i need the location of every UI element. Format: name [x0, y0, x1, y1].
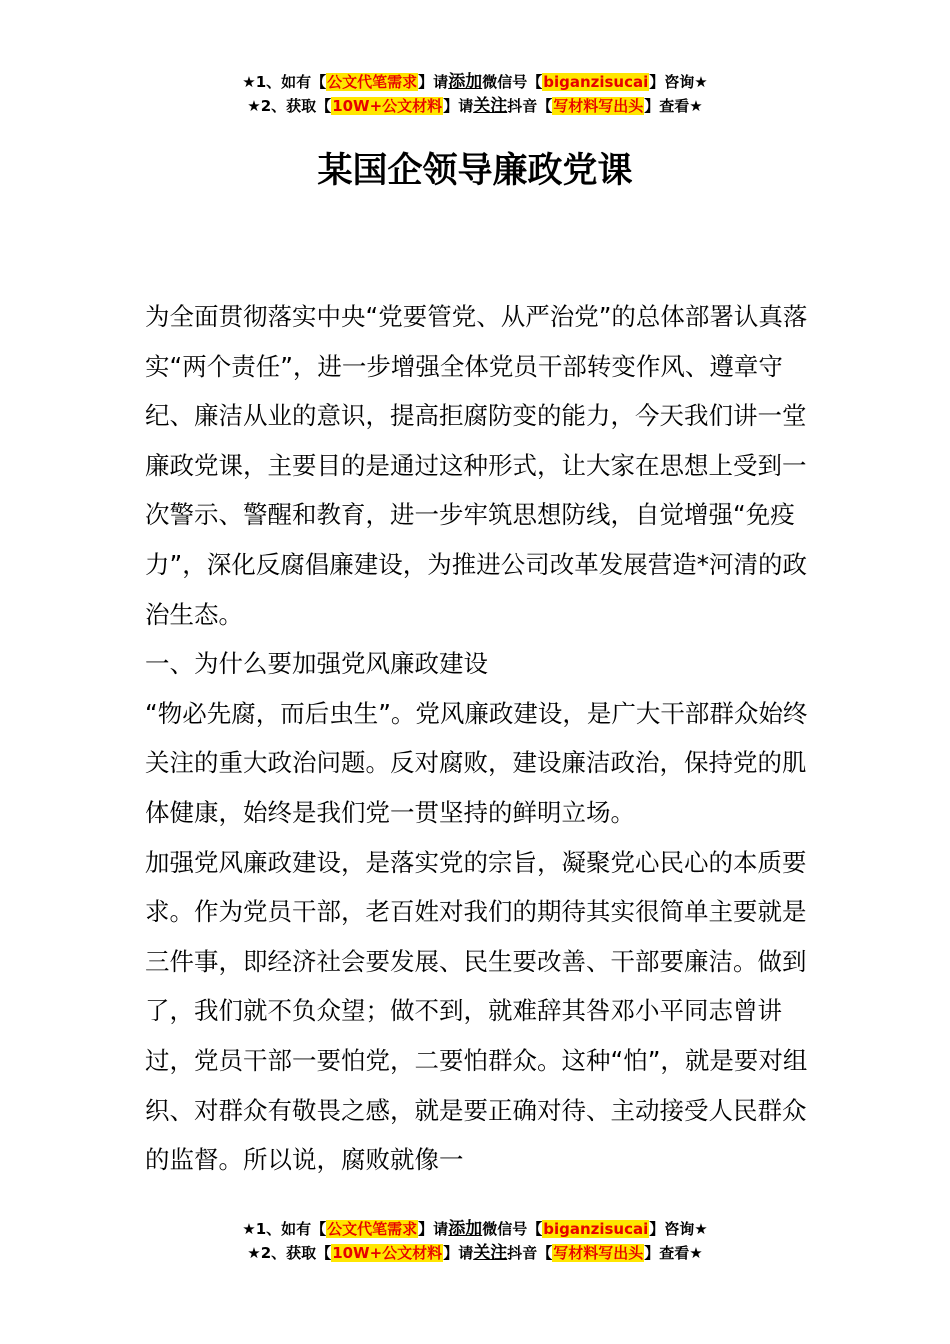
- underlined-follow: 关注: [473, 96, 508, 116]
- banner-text: 】查看★: [644, 97, 703, 115]
- underlined-add: 添加: [448, 72, 483, 92]
- banner-text: 微信号【: [482, 73, 543, 91]
- top-banner: [0, 70, 950, 118]
- highlight-douyin: 写材料写出头: [553, 97, 644, 115]
- document-title: 某国企领导廉政党课: [317, 151, 633, 191]
- banner-text: 】请: [443, 97, 474, 115]
- banner-text: ★1、如有【: [242, 73, 327, 91]
- banner-text: 】请: [418, 1220, 449, 1238]
- highlight-wechat-id: biganzisucai: [543, 73, 649, 91]
- highlight-ghostwriting: 公文代笔需求: [327, 73, 418, 91]
- banner-line-1: [0, 1217, 950, 1241]
- highlight-ghostwriting: 公文代笔需求: [327, 1220, 418, 1238]
- banner-text: ★2、获取【: [247, 97, 332, 115]
- banner-line-2: [0, 94, 950, 118]
- document-body: [145, 292, 810, 1185]
- banner-line-1: [0, 70, 950, 94]
- underlined-add: 添加: [448, 1219, 483, 1239]
- banner-line-2: [0, 1241, 950, 1265]
- banner-text: 】查看★: [644, 1244, 703, 1262]
- bottom-banner: [0, 1217, 950, 1265]
- section-heading: 一、为什么要加强党风廉政建设: [145, 649, 488, 679]
- highlight-materials: 10W+公文材料: [332, 97, 443, 115]
- banner-text: ★2、获取【: [247, 1244, 332, 1262]
- banner-text: 】咨询★: [649, 1220, 708, 1238]
- banner-text: ★1、如有【: [242, 1220, 327, 1238]
- highlight-materials: 10W+公文材料: [332, 1244, 443, 1262]
- highlight-wechat-id: biganzisucai: [543, 1220, 649, 1238]
- banner-text: 抖音【: [507, 97, 553, 115]
- banner-text: 】咨询★: [649, 73, 708, 91]
- banner-text: 抖音【: [507, 1244, 553, 1262]
- banner-text: 微信号【: [482, 1220, 543, 1238]
- paragraph: “物必先腐，而后虫生”。党风廉政建设，是广大干部群众始终关注的重大政治问题。反对腐败，建设廉洁政治，保持党的肌体健康，始终是我们党一贯坚持的鲜明立场。: [145, 698, 808, 827]
- banner-text: 】请: [418, 73, 449, 91]
- paragraph: 加强党风廉政建设，是落实党的宗旨，凝聚党心民心的本质要求。作为党员干部，老百姓对我们的期待其实很简单主要就是三件事，即经济社会要发展、民生要改善、干部要廉洁。做到了，我们就不负众望；做不到，就难辞其咎邓小平同志曾讲过，党员干部一要怕党，二要怕群众。这种“怕”，就是要对组织、对群众有敬畏之感，就是要正确对待、主动接受人民群众的监督。所以说，腐败就像一: [145, 847, 808, 1175]
- highlight-douyin: 写材料写出头: [553, 1244, 644, 1262]
- underlined-follow: 关注: [473, 1243, 508, 1263]
- banner-text: 】请: [443, 1244, 474, 1262]
- paragraph-intro: 为全面贯彻落实中央“党要管党、从严治党”的总体部署认真落实“两个责任”，进一步增强全体党员干部转变作风、遵章守纪、廉洁从业的意识，提高拒腐防变的能力，今天我们讲一堂廉政党课，主要目的是通过这种形式，让大家在思想上受到一次警示、警醒和教育，进一步牢筑思想防线，自觉增强“免疫力”，深化反腐倡廉建设，为推进公司改革发展营造*河清的政治生态。: [145, 302, 808, 629]
